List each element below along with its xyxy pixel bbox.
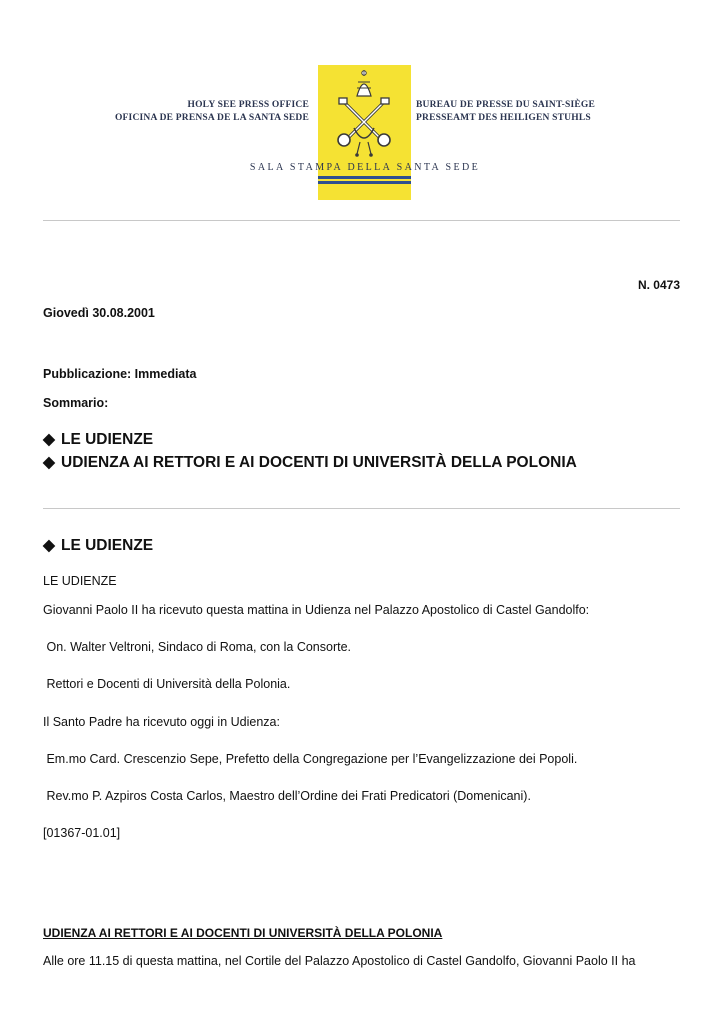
brand-blue-bar-bottom: [318, 181, 411, 184]
office-name-german: PRESSEAMT DES HEILIGEN STUHLS: [416, 113, 591, 123]
diamond-bullet-icon: ◆: [43, 431, 55, 448]
header-divider: [43, 220, 680, 221]
summary-item-label: UDIENZA AI RETTORI E AI DOCENTI DI UNIVERSITÀ DELLA POLONIA: [61, 454, 577, 471]
sala-stampa-title: SALA STAMPA DELLA SANTA SEDE: [249, 162, 481, 173]
audience-item: Em.mo Card. Crescenzio Sepe, Prefetto della Congregazione per l’Evangelizzazione dei Popoli.: [43, 752, 578, 766]
summary-item-udienza-rettori[interactable]: [43, 453, 577, 472]
section-heading-le-udienze: [43, 536, 153, 555]
diamond-bullet-icon: ◆: [43, 537, 55, 554]
summary-label: Sommario:: [43, 396, 109, 410]
bulletin-date: Giovedì 30.08.2001: [43, 306, 155, 320]
office-name-spanish: OFICINA DE PRENSA DE LA SANTA SEDE: [114, 113, 309, 123]
papal-keys-emblem-icon: [330, 68, 398, 158]
publication-status: Pubblicazione: Immediata: [43, 367, 197, 381]
office-name-french: BUREAU DE PRESSE DU SAINT-SIÈGE: [416, 100, 596, 110]
section-heading-udienza-rettori: UDIENZA AI RETTORI E AI DOCENTI DI UNIVERSITÀ DELLA POLONIA: [43, 926, 443, 940]
audience-item: Rev.mo P. Azpiros Costa Carlos, Maestro dell’Ordine dei Frati Predicatori (Domenicani).: [43, 789, 531, 803]
summary-item-label: LE UDIENZE: [61, 431, 154, 448]
bulletin-number: N. 0473: [637, 278, 680, 292]
summary-item-le-udienze[interactable]: [43, 430, 153, 449]
section-heading-label: LE UDIENZE: [61, 537, 154, 554]
audience-intro-2: Il Santo Padre ha ricevuto oggi in Udienza:: [43, 715, 280, 729]
press-office-header: [0, 0, 724, 210]
audience-intro: Giovanni Paolo II ha ricevuto questa mattina in Udienza nel Palazzo Apostolico di Castel Gandolfo:: [43, 603, 590, 617]
office-name-english: HOLY SEE PRESS OFFICE: [187, 100, 309, 110]
bulletin-code: [01367-01.01]: [43, 826, 121, 840]
section-body-text: Alle ore 11.15 di questa mattina, nel Cortile del Palazzo Apostolico di Castel Gandolfo, Giovanni Paolo II ha: [43, 954, 636, 968]
diamond-bullet-icon: ◆: [43, 454, 55, 471]
section-subheading: LE UDIENZE: [43, 574, 117, 588]
brand-blue-bar-top: [318, 176, 411, 179]
summary-divider: [43, 508, 680, 509]
audience-item: Rettori e Docenti di Università della Polonia.: [43, 677, 291, 691]
audience-item: On. Walter Veltroni, Sindaco di Roma, con la Consorte.: [43, 640, 352, 654]
